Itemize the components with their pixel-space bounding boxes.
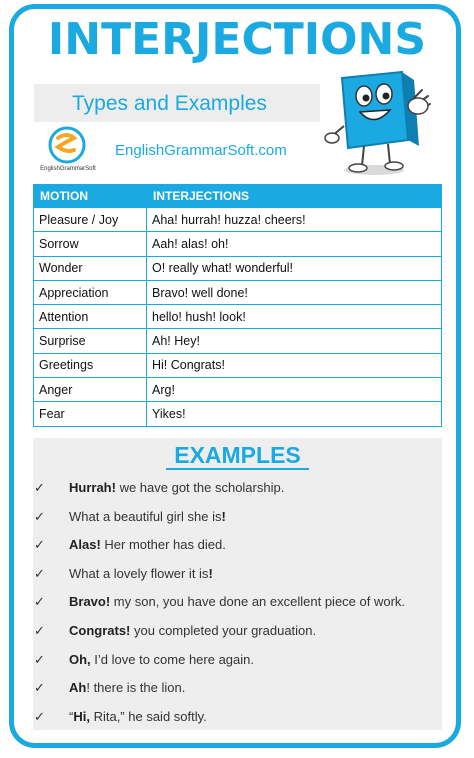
interjections-cell: hello! hush! look! xyxy=(147,305,442,329)
table-row xyxy=(34,305,442,329)
table-row xyxy=(34,256,442,280)
book-mascot-icon xyxy=(324,66,440,178)
sentence-rest: my son, you have done an excellent piece of work. xyxy=(110,594,406,610)
check-icon: ✓ xyxy=(34,651,45,667)
table-row xyxy=(34,378,442,402)
motion-cell: Surprise xyxy=(34,329,147,353)
motion-cell: Pleasure / Joy xyxy=(34,208,147,232)
brand-logo-icon xyxy=(40,126,94,166)
sentence-interjection: Ah xyxy=(69,680,87,696)
example-sentence xyxy=(69,650,254,670)
list-item xyxy=(33,564,442,593)
list-item xyxy=(33,678,442,707)
check-icon: ✓ xyxy=(34,508,45,524)
example-sentence xyxy=(69,535,226,555)
check-icon: ✓ xyxy=(34,565,45,581)
example-sentence xyxy=(69,707,207,727)
check-icon: ✓ xyxy=(34,708,45,724)
examples-panel xyxy=(33,438,442,730)
table-row xyxy=(34,280,442,304)
interjections-cell: Hi! Congrats! xyxy=(147,353,442,377)
motion-cell: Wonder xyxy=(34,256,147,280)
interjections-cell: Ah! Hey! xyxy=(147,329,442,353)
motion-cell: Fear xyxy=(34,402,147,426)
sentence-rest: ! there is the lion. xyxy=(86,680,186,696)
check-icon: ✓ xyxy=(34,480,45,495)
examples-heading: EXAMPLES xyxy=(174,442,301,468)
interjections-cell: Yikes! xyxy=(147,402,442,426)
list-item xyxy=(33,535,442,564)
list-item xyxy=(33,707,442,736)
example-sentence xyxy=(69,621,316,641)
example-sentence xyxy=(69,507,226,527)
list-item xyxy=(33,621,442,650)
site-link[interactable]: EnglishGrammarSoft.com xyxy=(115,142,287,159)
list-item xyxy=(33,592,442,621)
sentence-interjection: Alas! xyxy=(69,537,101,553)
brand-logo-text: EnglishGrammarSoft xyxy=(40,166,96,172)
motion-cell: Sorrow xyxy=(34,232,147,256)
table-row xyxy=(34,402,442,426)
column-header-motion: MOTION xyxy=(34,185,147,208)
example-sentence xyxy=(69,478,284,498)
sentence-interjection: ! xyxy=(208,565,213,581)
example-sentence xyxy=(69,678,185,698)
sentence-rest: Rita,” he said softly. xyxy=(89,708,207,724)
interjections-cell: Arg! xyxy=(147,378,442,402)
check-icon: ✓ xyxy=(34,622,45,638)
sentence-interjection: Hi, xyxy=(73,708,90,724)
table-row xyxy=(34,208,442,232)
sentence-rest: Her mother has died. xyxy=(100,537,226,553)
interjections-cell: Aha! hurrah! huzza! cheers! xyxy=(147,208,442,232)
motion-cell: Attention xyxy=(34,305,147,329)
sentence-rest: I’d love to come here again. xyxy=(90,651,254,667)
sentence-interjection: ! xyxy=(221,508,226,524)
list-item xyxy=(33,650,442,679)
check-icon: ✓ xyxy=(34,537,45,553)
table-row xyxy=(34,353,442,377)
sentence-interjection: Oh, xyxy=(69,651,91,667)
sentence-lead: “ xyxy=(69,708,74,724)
page-title: INTERJECTIONS xyxy=(47,14,427,65)
page-subtitle: Types and Examples xyxy=(72,92,267,115)
sentence-lead: What a beautiful girl she is xyxy=(69,508,222,524)
interjections-table xyxy=(33,184,442,427)
interjections-cell: Bravo! well done! xyxy=(147,280,442,304)
motion-cell: Greetings xyxy=(34,353,147,377)
list-item xyxy=(33,478,442,507)
examples-list xyxy=(33,478,442,735)
interjections-cell: Aah! alas! oh! xyxy=(147,232,442,256)
sentence-rest: you completed your graduation. xyxy=(130,622,317,638)
check-icon: ✓ xyxy=(34,594,45,610)
sentence-interjection: Hurrah! xyxy=(69,480,116,495)
sentence-rest: we have got the scholarship. xyxy=(115,480,285,495)
example-sentence xyxy=(69,592,405,612)
list-item xyxy=(33,507,442,536)
interjections-cell: O! really what! wonderful! xyxy=(147,256,442,280)
motion-cell: Anger xyxy=(34,378,147,402)
table-row xyxy=(34,329,442,353)
table-header-row xyxy=(34,185,442,208)
sentence-lead: What a lovely flower it is xyxy=(69,565,209,581)
column-header-interjections: INTERJECTIONS xyxy=(147,185,442,208)
example-sentence xyxy=(69,564,213,584)
table-row xyxy=(34,232,442,256)
motion-cell: Appreciation xyxy=(34,280,147,304)
examples-heading-underline xyxy=(166,468,309,470)
sentence-interjection: Congrats! xyxy=(69,622,131,638)
sentence-interjection: Bravo! xyxy=(69,594,111,610)
check-icon: ✓ xyxy=(34,680,45,696)
